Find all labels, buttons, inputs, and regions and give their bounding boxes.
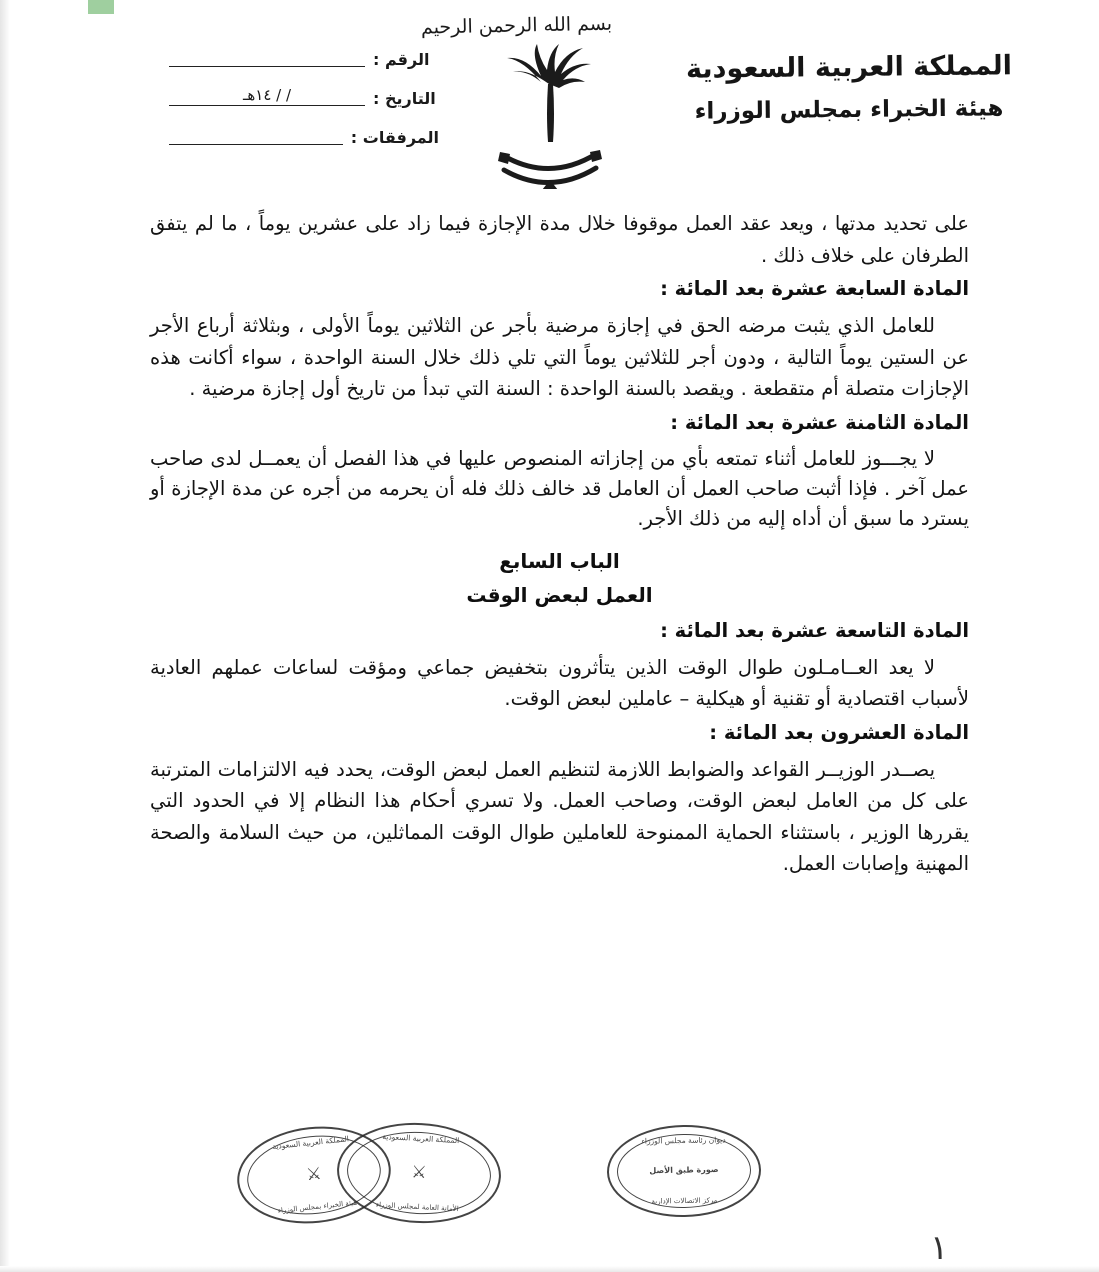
field-label-number: الرقم :	[373, 50, 430, 69]
stamp-bottom-text: هيئة الخبراء بمجلس الوزراء	[277, 1198, 358, 1216]
field-input-attachments[interactable]	[169, 131, 343, 145]
heading-chapter-seven: الباب السابع	[499, 548, 620, 573]
basmala-text: بسم الله الرحمن الرحيم	[420, 12, 613, 39]
paragraph-article-119: لا يعد العــامـلون طوال الوقت الذين يتأثرون بتخفيض جماعي ومؤقت لساعات عملهم العادية لأسباب اقتصادية أو تقنية أو هيكلية – عاملين لبعض الوقت.	[150, 655, 969, 711]
heading-article-117: المادة السابعة عشرة بعد المائة :	[660, 277, 969, 301]
scan-edge-shadow	[0, 0, 10, 1272]
stamp-bottom-text: مركز الاتصالات الإدارية	[651, 1196, 718, 1206]
stamp-top-text: ديوان رئاسة مجلس الوزراء	[641, 1135, 726, 1146]
field-input-date[interactable]	[169, 85, 365, 106]
spacer	[150, 644, 969, 652]
spacer	[150, 302, 969, 310]
heading-article-120: المادة العشرون بعد المائة :	[709, 720, 969, 744]
stamps-area	[0, 1115, 1099, 1235]
field-label-attachments: المرفقات :	[350, 128, 439, 147]
stamp-true-copy	[606, 1124, 762, 1219]
paragraph-continuation: على تحديد مدتها ، ويعد عقد العمل موقوفا خلال مدة الإجازة فيما زاد على عشرين يوماً ، ما لم يتفق الطرفان على خلاف ذلك .	[150, 212, 969, 267]
letterhead-country: المملكة العربية السعودية	[685, 50, 1013, 85]
page-number-mark: ١	[930, 1228, 949, 1268]
stamp-general-secretariat	[334, 1119, 503, 1227]
paragraph-article-120: يصــدر الوزيــر القواعد والضوابط اللازمة لتنظيم العمل لبعض الوقت، يحدد فيه الالتزامات المترتبة على كل من العامل لبعض الوقت، وصاحب العمل. ولا تسري أحكام هذا النظام إلا في الحدود التي يقررها الوزير ، باستثناء الحماية الممنوحة للعاملين طوال الوقت المماثلين، من حيث السلامة والصحة المهنية وإصابات العمل.	[150, 757, 969, 876]
stamp-emblem-icon: ⚔	[410, 1162, 428, 1184]
stamp-top-text: المملكة العربية السعودية	[271, 1134, 350, 1152]
field-label-date: التاريخ :	[373, 89, 436, 108]
heading-article-119: المادة التاسعة عشرة بعد المائة :	[660, 618, 969, 642]
spacer	[150, 436, 969, 444]
stamp-top-text: المملكة العربية السعودية	[382, 1132, 460, 1146]
heading-part-time-work: العمل لبعض الوقت	[466, 582, 653, 607]
field-input-number[interactable]	[169, 53, 365, 67]
field-row-attachments	[169, 128, 439, 147]
stamp-bottom-text: الأمانة العامة لمجلس الوزراء	[375, 1201, 459, 1214]
letterhead-authority	[639, 48, 1059, 127]
stamp-middle-text: صورة طبق الأصل	[649, 1164, 719, 1176]
document-body	[150, 208, 969, 884]
letterhead-organization: هيئة الخبراء بمجلس الوزراء	[694, 94, 1004, 125]
saudi-emblem-icon	[490, 44, 610, 189]
paragraph-article-117: للعامل الذي يثبت مرضه الحق في إجازة مرضية بأجر عن الثلاثين يوماً الأولى ، وبثلاثة أرباع الأجر عن الستين يوماً التالية ، ودون أجر للثلاثين يوماً التي تلي ذلك خلال السنة الواحدة ، سواء أكانت هذه الإجازات متصلة أم متقطعة . ويقصد بالسنة الواحدة : السنة التي تبدأ من تاريخ أول إجازة مرضية .	[150, 314, 969, 401]
field-row-date	[169, 85, 439, 108]
paragraph-article-118: لا يجـــوز للعامل أثناء تمتعه بأي من إجازاته المنصوص عليها في هذا الفصل أن يعمــل لدى صاحب عمل آخر . فإذا أثبت صاحب العمل أن العامل قد خالف ذلك فله أن يحرمه من أجره عن مدة الإجازة أو يسترد ما سبق أن أداه إليه من ذلك الأجر.	[150, 446, 969, 531]
stamp-emblem-icon: ⚔	[305, 1163, 323, 1186]
letterhead-form-fields	[169, 50, 439, 167]
field-row-number	[169, 50, 439, 69]
scan-green-corner-mark	[88, 0, 114, 14]
spacer	[150, 746, 969, 754]
field-value-date: / / ١٤هـ	[242, 85, 292, 104]
heading-article-118: المادة الثامنة عشرة بعد المائة :	[670, 410, 969, 434]
